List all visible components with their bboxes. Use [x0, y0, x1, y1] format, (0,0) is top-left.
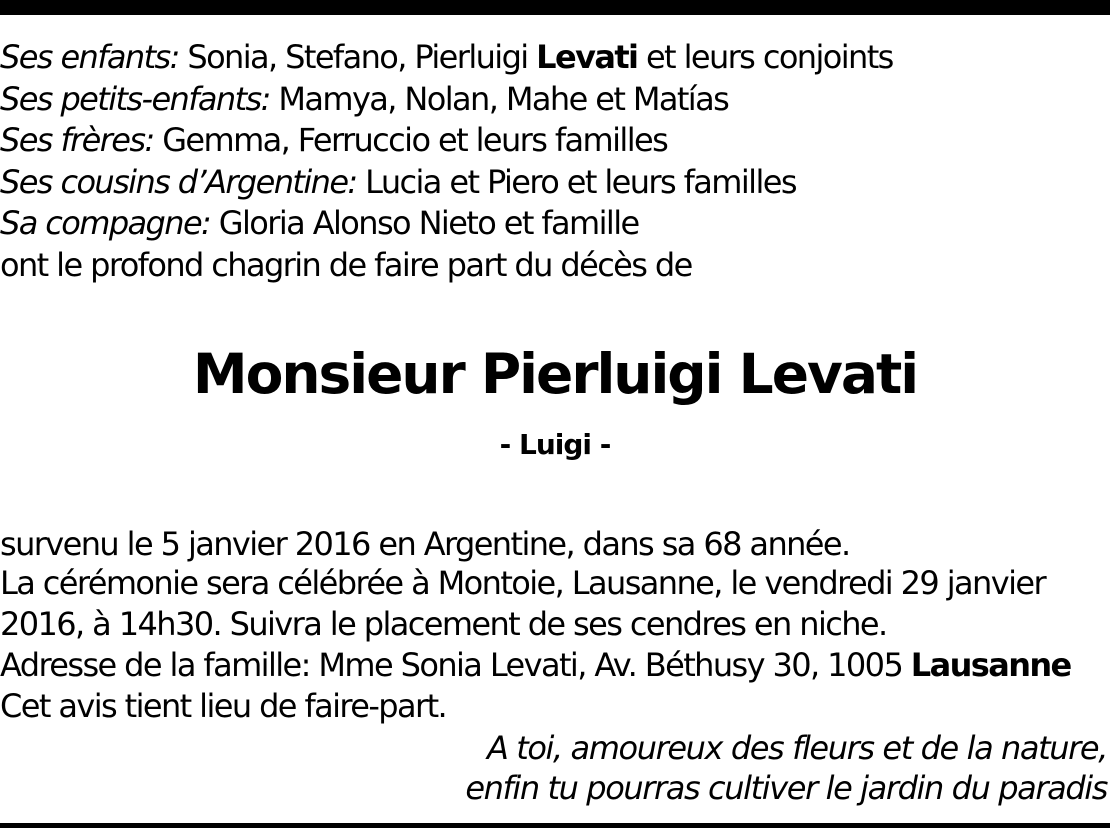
address-city: Lausanne — [910, 646, 1071, 684]
children-names: Sonia, Stefano, Pierluigi — [178, 38, 537, 76]
grandchildren-names: Mamya, Nolan, Mahe et Matías — [269, 80, 729, 118]
companion-line — [0, 204, 639, 242]
grandchildren-label: Ses petits-enfants: — [0, 80, 270, 118]
death-line: survenu le 5 janvier 2016 en Argentine, dans sa 68 année. — [0, 525, 850, 563]
children-suffix: et leurs conjoints — [637, 38, 893, 76]
siblings-names: Gemma, Ferruccio et leurs familles — [153, 121, 668, 159]
deceased-nickname: - Luigi - — [499, 428, 611, 461]
family-surname: Levati — [536, 38, 638, 76]
siblings-label: Ses frères: — [0, 121, 154, 159]
companion-names: Gloria Alonso Nieto et famille — [210, 204, 639, 242]
ceremony-line-1: La cérémonie sera célébrée à Montoie, Lausanne, le vendredi 29 janvier — [0, 564, 1046, 602]
siblings-line — [0, 121, 667, 159]
children-line — [0, 38, 893, 76]
cousins-names: Lucia et Piero et leurs familles — [356, 163, 796, 201]
top-border — [0, 0, 1110, 15]
ceremony-line-2: 2016, à 14h30. Suivra le placement de ses cendres en niche. — [0, 605, 887, 643]
verse-line-2: enfin tu pourras cultiver le jardin du paradis — [465, 769, 1107, 807]
cousins-label: Ses cousins d’Argentine: — [0, 163, 357, 201]
companion-label: Sa compagne: — [0, 204, 211, 242]
children-label: Ses enfants: — [0, 38, 179, 76]
verse-line-1: A toi, amoureux des fleurs et de la nature, — [486, 729, 1107, 767]
notice-line: Cet avis tient lieu de faire-part. — [0, 687, 447, 725]
announcement-line: ont le profond chagrin de faire part du décès de — [0, 246, 692, 284]
cousins-line — [0, 163, 796, 201]
grandchildren-line — [0, 80, 728, 118]
deceased-name: Monsieur Pierluigi Levati — [192, 342, 918, 406]
address-text: Adresse de la famille: Mme Sonia Levati, Av. Béthusy 30, 1005 — [0, 646, 911, 684]
address-line — [0, 646, 1071, 684]
bottom-border — [0, 823, 1110, 828]
